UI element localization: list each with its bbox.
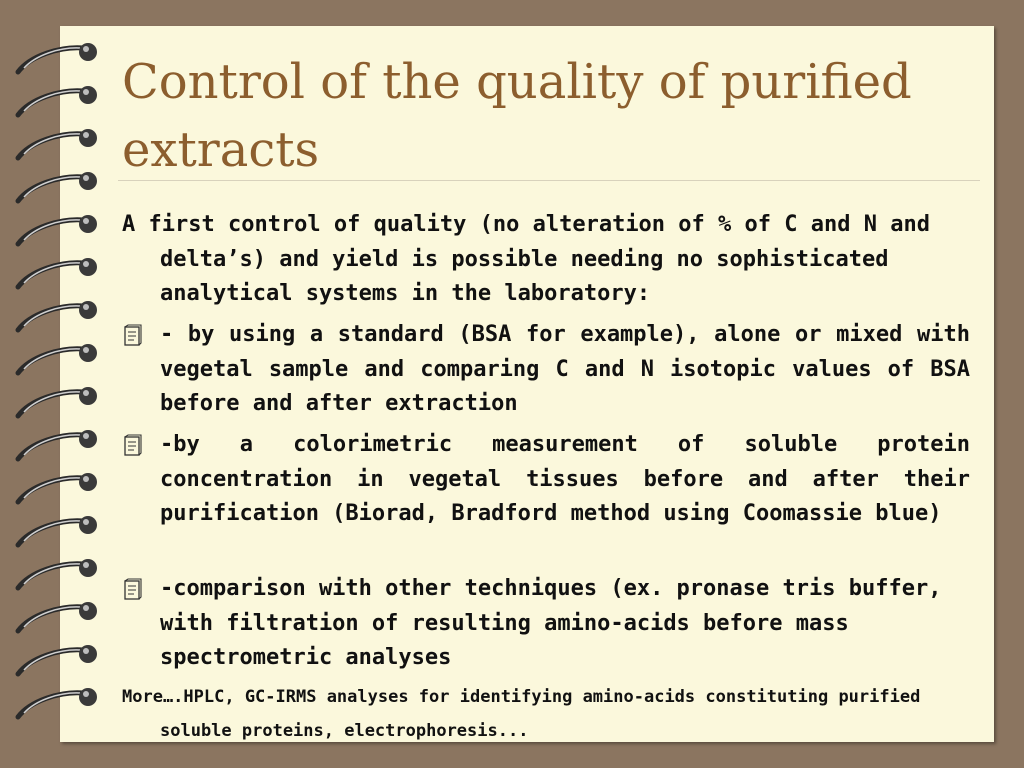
spiral-ring <box>18 688 97 717</box>
spiral-ring <box>18 215 97 244</box>
spiral-ring <box>18 516 97 545</box>
spiral-ring <box>18 430 97 459</box>
document-icon <box>122 324 144 348</box>
slide-title: Control of the quality of purified extracts <box>122 54 912 178</box>
spiral-ring <box>18 43 97 72</box>
spiral-ring <box>18 172 97 201</box>
spiral-ring <box>18 258 97 287</box>
title-divider <box>118 180 980 181</box>
spiral-ring <box>18 473 97 502</box>
bullet-text: -comparison with other techniques (ex. pronase tris buffer, with filtration of resulting amino-acids before mass spectrometric analyses <box>160 576 942 670</box>
document-icon <box>122 434 144 458</box>
spiral-ring <box>18 602 97 631</box>
spiral-ring <box>18 301 97 330</box>
bullet-text: - by using a standard (BSA for example), alone or mixed with vegetal sample and comparing C and N isotopic values of BSA before and after extraction <box>160 322 970 416</box>
bullet-text: -by a colorimetric measurement of soluble protein concentration in vegetal tissues before and after their purification (Biorad, Bradford method using Coomassie blue) <box>160 432 970 526</box>
intro-paragraph: A first control of quality (no alteration of % of C and N and delta’s) and yield is possible needing no sophisticated analytical systems in the laboratory: <box>122 212 930 306</box>
spiral-binding <box>0 0 110 768</box>
spiral-ring <box>18 86 97 115</box>
document-icon <box>122 578 144 602</box>
spiral-ring <box>18 387 97 416</box>
spiral-ring <box>18 559 97 588</box>
spiral-ring <box>18 645 97 674</box>
more-note: More….HPLC, GC-IRMS analyses for identifying amino-acids constituting purified soluble proteins, electrophoresis... <box>122 687 921 741</box>
spiral-ring <box>18 344 97 373</box>
spiral-ring <box>18 129 97 158</box>
